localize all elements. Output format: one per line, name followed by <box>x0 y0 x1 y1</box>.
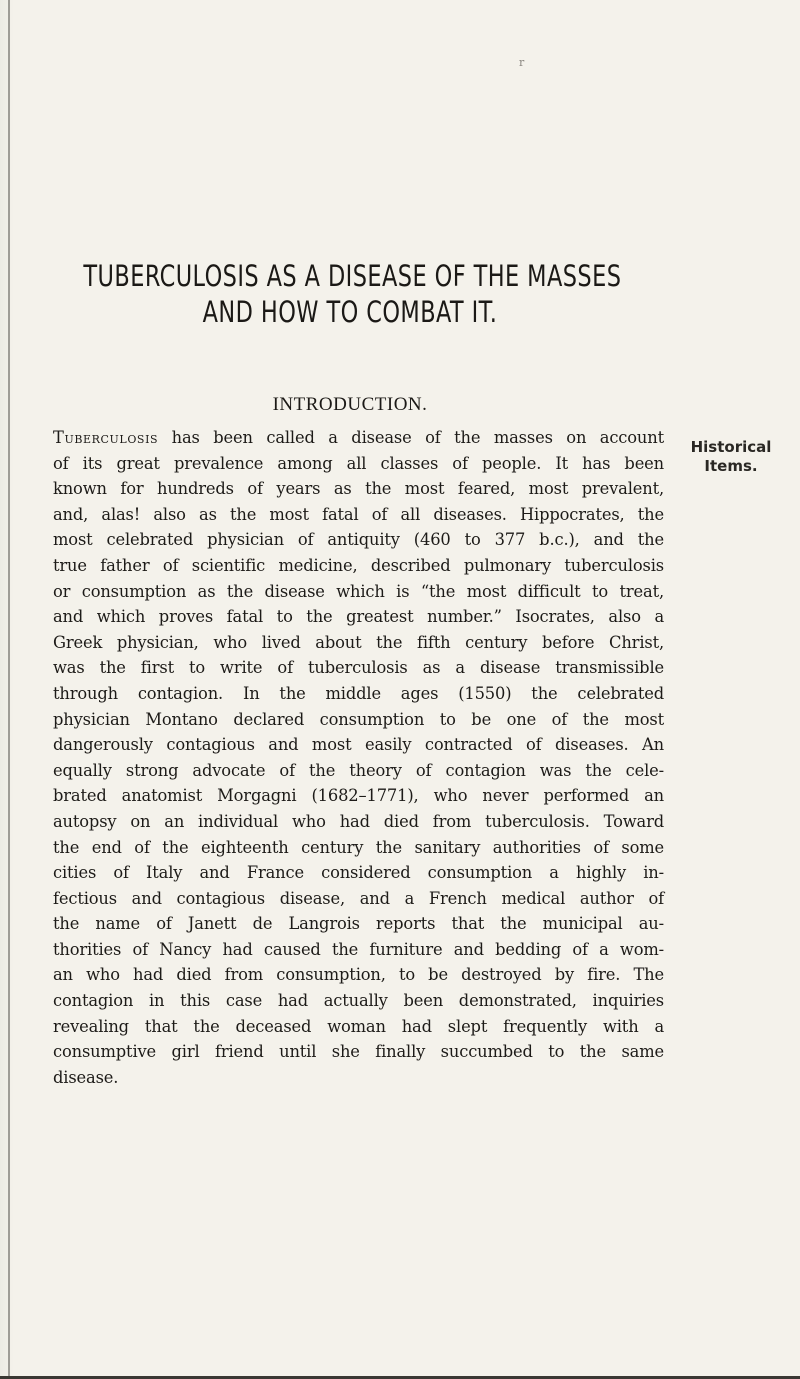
paragraph-line: the end of the eighteenth century the sanitary authorities of some <box>53 837 664 857</box>
paragraph-line: and which proves fatal to the greatest number.” Isocrates, also a <box>53 607 664 627</box>
paragraph-line: contagion in this case had actually been demonstrated, inquiries <box>53 991 664 1011</box>
paragraph-line: thorities of Nancy had caused the furniture and bedding of a wom- <box>53 939 664 959</box>
paragraph-line: autopsy on an individual who had died from tuberculosis. Toward <box>53 811 664 831</box>
paragraph-line: cities of Italy and France considered consumption a highly in- <box>53 863 664 883</box>
paragraph-line-1 <box>53 425 664 451</box>
margin-note <box>676 438 786 476</box>
lead-word: Tuberculosis <box>53 428 159 447</box>
paragraph-line-1-rest: has been called a disease of the masses on account <box>158 428 664 447</box>
section-heading: INTRODUCTION. <box>272 394 428 415</box>
paragraph-line: or consumption as the disease which is “the most difficult to treat, <box>53 581 664 601</box>
page-edge-rule <box>8 0 10 1379</box>
corner-mark: r <box>519 56 525 69</box>
paragraph-line: Greek physician, who lived about the fifth century before Christ, <box>53 632 664 652</box>
paragraph-line: dangerously contagious and most easily contracted of diseases. An <box>53 735 664 755</box>
paragraph-line: through contagion. In the middle ages (1550) the celebrated <box>53 683 664 703</box>
paragraph-line: and, alas! also as the most fatal of all diseases. Hippocrates, the <box>53 504 664 524</box>
body-paragraph <box>53 425 664 1090</box>
chapter-title-line-2: AND HOW TO COMBAT IT. <box>202 295 498 329</box>
paragraph-line: of its great prevalence among all classes of people. It has been <box>53 453 664 473</box>
paragraph-line: brated anatomist Morgagni (1682–1771), who never performed an <box>53 786 664 806</box>
paragraph-line: most celebrated physician of antiquity (460 to 377 b.c.), and the <box>53 530 664 550</box>
chapter-title-line-1: TUBERCULOSIS AS A DISEASE OF THE MASSES <box>83 259 622 293</box>
paragraph-line: the name of Janett de Langrois reports that the municipal au- <box>53 914 664 934</box>
paragraph-line: was the first to write of tuberculosis as a disease transmissible <box>53 658 664 678</box>
margin-note-line-2: Items. <box>704 457 758 475</box>
paragraph-line: equally strong advocate of the theory of contagion was the cele- <box>53 760 664 780</box>
paragraph-line: known for hundreds of years as the most feared, most prevalent, <box>53 479 664 499</box>
paragraph-line: fectious and contagious disease, and a French medical author of <box>53 888 664 908</box>
paragraph-line: an who had died from consumption, to be destroyed by fire. The <box>53 965 664 985</box>
paragraph-line: revealing that the deceased woman had slept frequently with a <box>53 1016 664 1036</box>
paragraph-line: physician Montano declared consumption to be one of the most <box>53 709 664 729</box>
chapter-title <box>83 258 622 330</box>
paragraph-line: consumptive girl friend until she finally succumbed to the same <box>53 1042 664 1062</box>
margin-note-line-1: Historical <box>690 438 772 456</box>
paragraph-line: true father of scientific medicine, described pulmonary tuberculosis <box>53 555 664 575</box>
paragraph-line-last: disease. <box>53 1067 119 1087</box>
